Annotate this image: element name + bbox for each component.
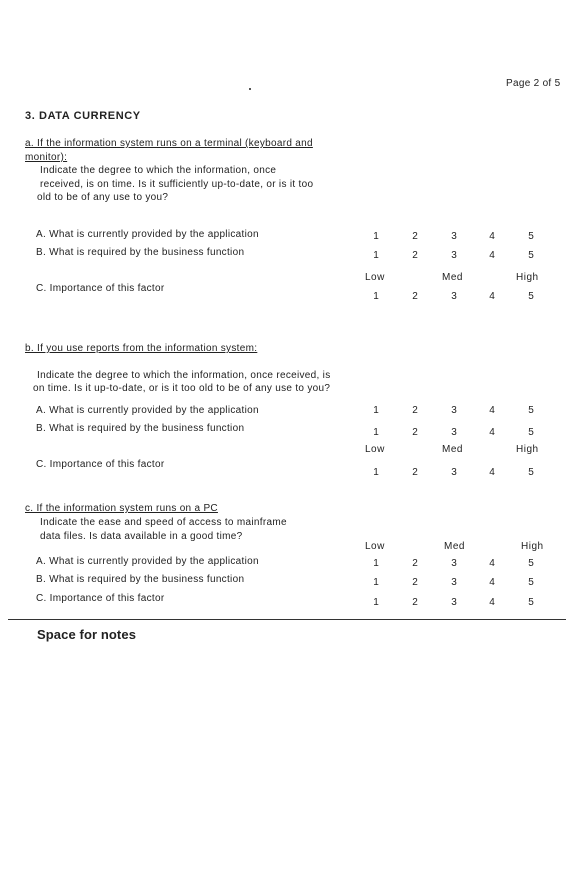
scale-option[interactable]: 5 bbox=[528, 231, 534, 242]
scale-option[interactable]: 4 bbox=[489, 558, 495, 569]
part-b-row-a-label: A. What is currently provided by the application bbox=[36, 405, 259, 416]
scale-option[interactable]: 3 bbox=[451, 597, 457, 608]
scale-option[interactable]: 1 bbox=[373, 231, 379, 242]
section-divider bbox=[8, 619, 566, 620]
scale-option[interactable]: 5 bbox=[528, 405, 534, 416]
scale-option[interactable]: 3 bbox=[451, 405, 457, 416]
part-c-heading: c. If the information system runs on a PC bbox=[25, 503, 218, 514]
scale-option[interactable]: 4 bbox=[489, 467, 495, 478]
scale-option[interactable]: 1 bbox=[373, 291, 379, 302]
scale-option[interactable]: 4 bbox=[489, 577, 495, 588]
part-b-heading: b. If you use reports from the information system: bbox=[25, 343, 258, 354]
part-c-desc-line2: data files. Is data available in a good time? bbox=[40, 531, 243, 542]
scale-med-label: Med bbox=[442, 272, 463, 283]
section-title: 3. DATA CURRENCY bbox=[25, 110, 141, 122]
scale-option[interactable]: 2 bbox=[412, 427, 418, 438]
scale-option[interactable]: 1 bbox=[373, 405, 379, 416]
part-b-row-b-label: B. What is required by the business function bbox=[36, 423, 245, 434]
scale-option[interactable]: 3 bbox=[451, 577, 457, 588]
part-b-row-c-label: C. Importance of this factor bbox=[36, 459, 165, 470]
scale-option[interactable]: 2 bbox=[412, 405, 418, 416]
part-a-row-a-label: A. What is currently provided by the application bbox=[36, 229, 259, 240]
scale-option[interactable]: 4 bbox=[489, 291, 495, 302]
part-a-heading-line2: monitor): bbox=[25, 152, 68, 163]
scale-option[interactable]: 1 bbox=[373, 597, 379, 608]
scale-high-label: High bbox=[516, 272, 539, 283]
scale-option[interactable]: 1 bbox=[373, 427, 379, 438]
part-a-row-c-label: C. Importance of this factor bbox=[36, 283, 165, 294]
part-a-desc-line3: old to be of any use to you? bbox=[37, 192, 169, 203]
part-c-row-b-label: B. What is required by the business function bbox=[36, 574, 245, 585]
part-c-desc-line1: Indicate the ease and speed of access to mainframe bbox=[40, 517, 287, 528]
scale-option[interactable]: 2 bbox=[412, 467, 418, 478]
scale-option[interactable]: 5 bbox=[528, 291, 534, 302]
scale-option[interactable]: 3 bbox=[451, 250, 457, 261]
scale-option[interactable]: 3 bbox=[451, 558, 457, 569]
scale-option[interactable]: 2 bbox=[412, 250, 418, 261]
scale-low-label: Low bbox=[365, 541, 385, 552]
part-b-desc-line2: on time. Is it up-to-date, or is it too old to be of any use to you? bbox=[33, 383, 331, 394]
scale-option[interactable]: 1 bbox=[373, 577, 379, 588]
notes-area[interactable] bbox=[37, 650, 557, 870]
scale-option[interactable]: 2 bbox=[412, 291, 418, 302]
scale-option[interactable]: 4 bbox=[489, 597, 495, 608]
scale-option[interactable]: 3 bbox=[451, 427, 457, 438]
scale-option[interactable]: 2 bbox=[412, 558, 418, 569]
scale-high-label: High bbox=[516, 444, 539, 455]
page-number: Page 2 of 5 bbox=[506, 78, 561, 89]
scale-option[interactable]: 4 bbox=[489, 427, 495, 438]
scale-med-label: Med bbox=[444, 541, 465, 552]
part-c-row-a-label: A. What is currently provided by the application bbox=[36, 556, 259, 567]
scale-option[interactable]: 5 bbox=[528, 597, 534, 608]
scale-option[interactable]: 4 bbox=[489, 405, 495, 416]
scale-low-label: Low bbox=[365, 272, 385, 283]
part-a-heading-line1: a. If the information system runs on a terminal (keyboard and bbox=[25, 138, 313, 149]
scale-option[interactable]: 4 bbox=[489, 250, 495, 261]
part-b-desc-line1: Indicate the degree to which the information, once received, is bbox=[37, 370, 331, 381]
scale-option[interactable]: 2 bbox=[412, 231, 418, 242]
scale-option[interactable]: 5 bbox=[528, 250, 534, 261]
scale-option[interactable]: 5 bbox=[528, 467, 534, 478]
scale-option[interactable]: 5 bbox=[528, 577, 534, 588]
scale-low-label: Low bbox=[365, 444, 385, 455]
part-a-row-b-label: B. What is required by the business function bbox=[36, 247, 245, 258]
scale-option[interactable]: 5 bbox=[528, 427, 534, 438]
scale-option[interactable]: 1 bbox=[373, 558, 379, 569]
part-a-desc-line1: Indicate the degree to which the information, once bbox=[40, 165, 277, 176]
scale-option[interactable]: 5 bbox=[528, 558, 534, 569]
scale-option[interactable]: 3 bbox=[451, 291, 457, 302]
scale-option[interactable]: 4 bbox=[489, 231, 495, 242]
scale-high-label: High bbox=[521, 541, 544, 552]
scale-option[interactable]: 3 bbox=[451, 231, 457, 242]
scale-option[interactable]: 2 bbox=[412, 597, 418, 608]
scale-med-label: Med bbox=[442, 444, 463, 455]
notes-title: Space for notes bbox=[37, 627, 137, 642]
part-a-desc-line2: received, is on time. Is it sufficiently up-to-date, or is it too bbox=[40, 179, 314, 190]
part-c-row-c-label: C. Importance of this factor bbox=[36, 593, 165, 604]
stray-dot bbox=[249, 88, 251, 90]
scale-option[interactable]: 2 bbox=[412, 577, 418, 588]
scale-option[interactable]: 3 bbox=[451, 467, 457, 478]
scale-option[interactable]: 1 bbox=[373, 250, 379, 261]
scale-option[interactable]: 1 bbox=[373, 467, 379, 478]
